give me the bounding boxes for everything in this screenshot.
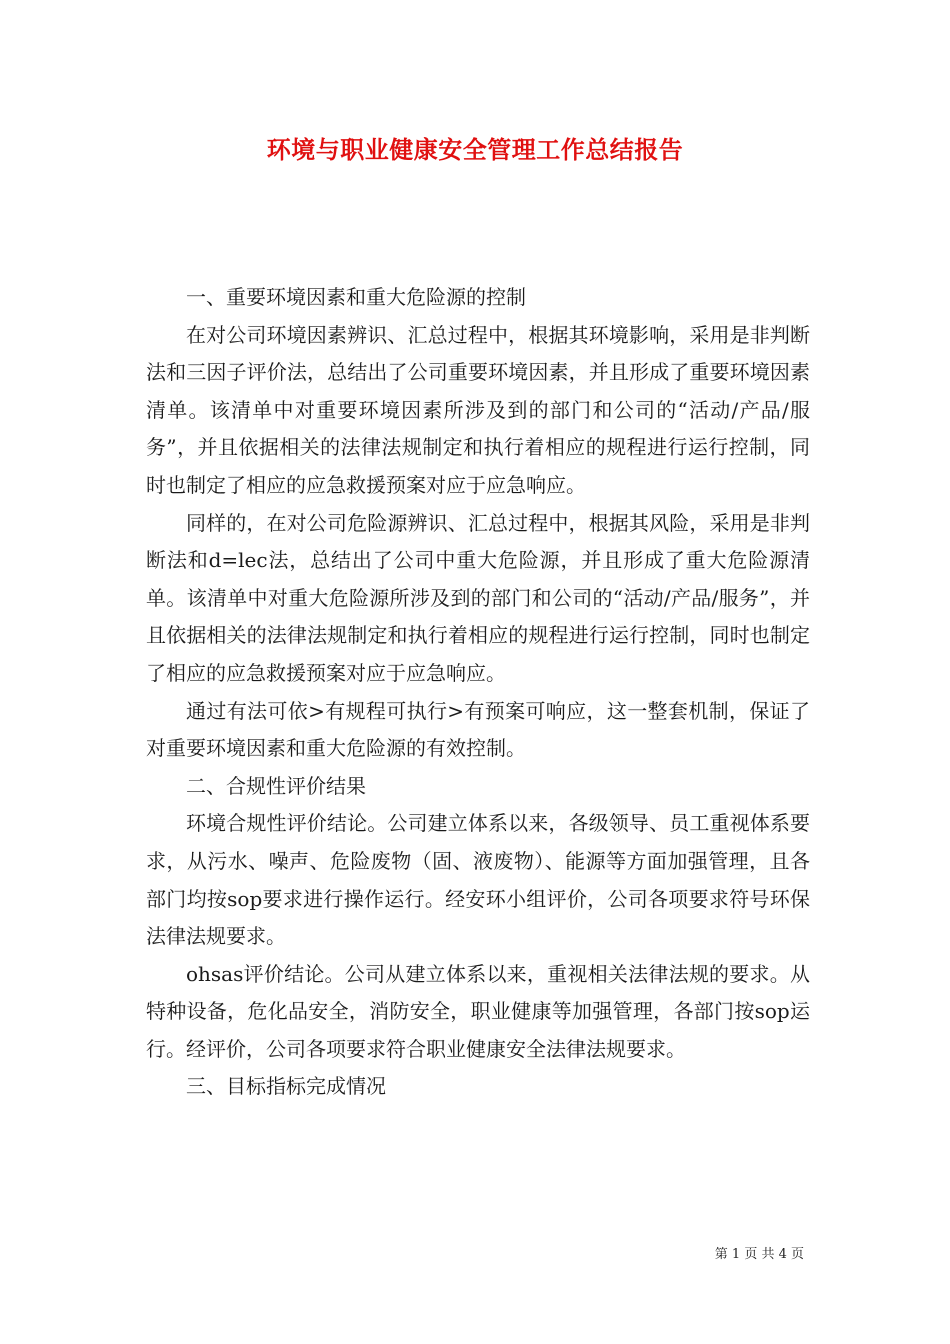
page-number: 第 1 页 共 4 页 bbox=[714, 1247, 804, 1262]
paragraph-hazard-sources: 同样的，在对公司危险源辨识、汇总过程中，根据其风险，采用是非判断法和d=lec法，总结出了公司中重大危险源，并且形成了重大危险源清单。该清单中对重大危险源所涉及到的部门和公司的“活动/产品/服务”，并且依据相关的法律法规制定和执行着相应的规程进行运行控制，同时也制定了相应的应急救援预案对应于应急响应。 bbox=[146, 510, 810, 685]
paragraph-control-mechanism: 通过有法可依>有规程可执行>有预案可响应，这一整套机制，保证了对重要环境因素和重大危险源的有效控制。 bbox=[146, 698, 810, 761]
document-title: 环境与职业健康安全管理工作总结报告 bbox=[266, 135, 684, 164]
section-heading-1: 一、重要环境因素和重大危险源的控制 bbox=[186, 285, 526, 309]
section-heading-2: 二、合规性评价结果 bbox=[186, 773, 366, 798]
paragraph-env-compliance: 环境合规性评价结论。公司建立体系以来，各级领导、员工重视体系要求，从污水、噪声、危险废物（固、液废物）、能源等方面加强管理，且各部门均按sop要求进行操作运行。经安环小组评价，公司各项要求符号环保法律法规要求。 bbox=[146, 811, 810, 949]
paragraph-env-factors: 在对公司环境因素辨识、汇总过程中，根据其环境影响，采用是非判断法和三因子评价法，总结出了公司重要环境因素，并且形成了重要环境因素清单。该清单中对重要环境因素所涉及到的部门和公司的“活动/产品/服务”，并且依据相关的法律法规制定和执行着相应的规程进行运行控制，同时也制定了相应的应急救援预案对应于应急响应。 bbox=[146, 322, 810, 497]
document-body bbox=[146, 279, 810, 1106]
section-heading-3: 三、目标指标完成情况 bbox=[186, 1074, 386, 1099]
paragraph-ohsas-compliance: ohsas评价结论。公司从建立体系以来，重视相关法律法规的要求。从特种设备，危化品安全，消防安全，职业健康等加强管理，各部门按sop运行。经评价，公司各项要求符合职业健康安全法律法规要求。 bbox=[146, 961, 810, 1061]
